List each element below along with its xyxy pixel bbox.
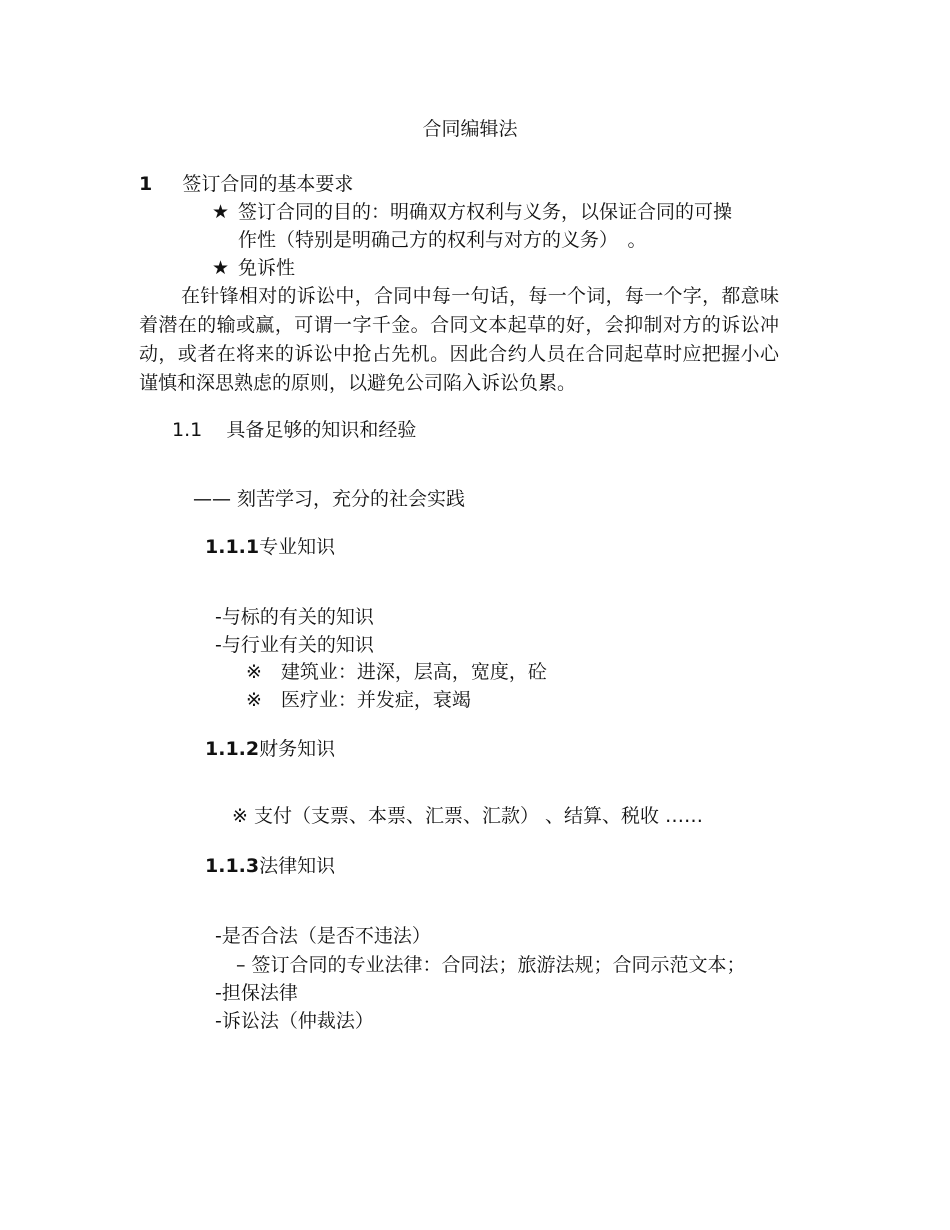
body-paragraph: 在针锋相对的诉讼中，合同中每一句话，每一个词，每一个字，都意味着潜在的输或赢，可谓一字千金。合同文本起草的好，会抑制对方的诉讼冲动，或者在将来的诉讼中抢占先机。因此合约人员在合同起草时应把握小心谨慎和深思熟虑的原则，以避免公司陷入诉讼负累。 [139, 285, 779, 394]
section-number: 1.1.3 [205, 855, 260, 877]
list-item: -与标的有关的知识 [215, 606, 374, 628]
star-item-1-continuation: 作性（特别是明确己方的权利与对方的义务） 。 [238, 229, 647, 251]
page-title: 合同编辑法 [422, 118, 518, 140]
section-1-heading [139, 171, 353, 197]
section-1-1-3-heading [205, 853, 335, 879]
list-item: -担保法律 [215, 982, 298, 1004]
section-number: 1 [139, 173, 153, 195]
section-1-1-heading [172, 417, 416, 443]
star-item-1 [212, 199, 732, 225]
list-item: -是否合法（是否不违法） [215, 925, 431, 947]
section-heading-text: 法律知识 [259, 855, 336, 877]
list-item: -与行业有关的知识 [215, 634, 374, 656]
list-item: -诉讼法（仲裁法） [215, 1010, 374, 1032]
star-icon: ★ [212, 201, 230, 223]
section-heading-text: 具备足够的知识和经验 [226, 419, 417, 441]
list-item: ※ 支付（支票、本票、汇票、汇款） 、结算、税收 …… [232, 805, 704, 827]
list-item: – 签订合同的专业法律：合同法；旅游法规；合同示范文本； [236, 954, 746, 976]
section-heading-text: 签订合同的基本要求 [182, 173, 354, 195]
section-1-1-1-heading [205, 534, 335, 560]
section-heading-text: 专业知识 [259, 536, 336, 558]
star-item-2 [212, 255, 295, 281]
section-heading-text: 财务知识 [259, 738, 336, 760]
star-icon: ★ [212, 257, 230, 279]
section-number: 1.1 [172, 419, 203, 441]
section-number: 1.1.1 [205, 536, 260, 558]
star-item-2-text: 免诉性 [238, 257, 296, 279]
section-1-1-subtitle: —— 刻苦学习，充分的社会实践 [193, 488, 466, 510]
section-1-1-2-heading [205, 736, 335, 762]
star-item-1-line1: 签订合同的目的：明确双方权利与义务，以保证合同的可操 [238, 201, 733, 223]
section-number: 1.1.2 [205, 738, 260, 760]
sub-list-item: ※ 建筑业：进深，层高，宽度，砼 [246, 661, 547, 683]
sub-list-item: ※ 医疗业：并发症，衰竭 [246, 689, 471, 711]
